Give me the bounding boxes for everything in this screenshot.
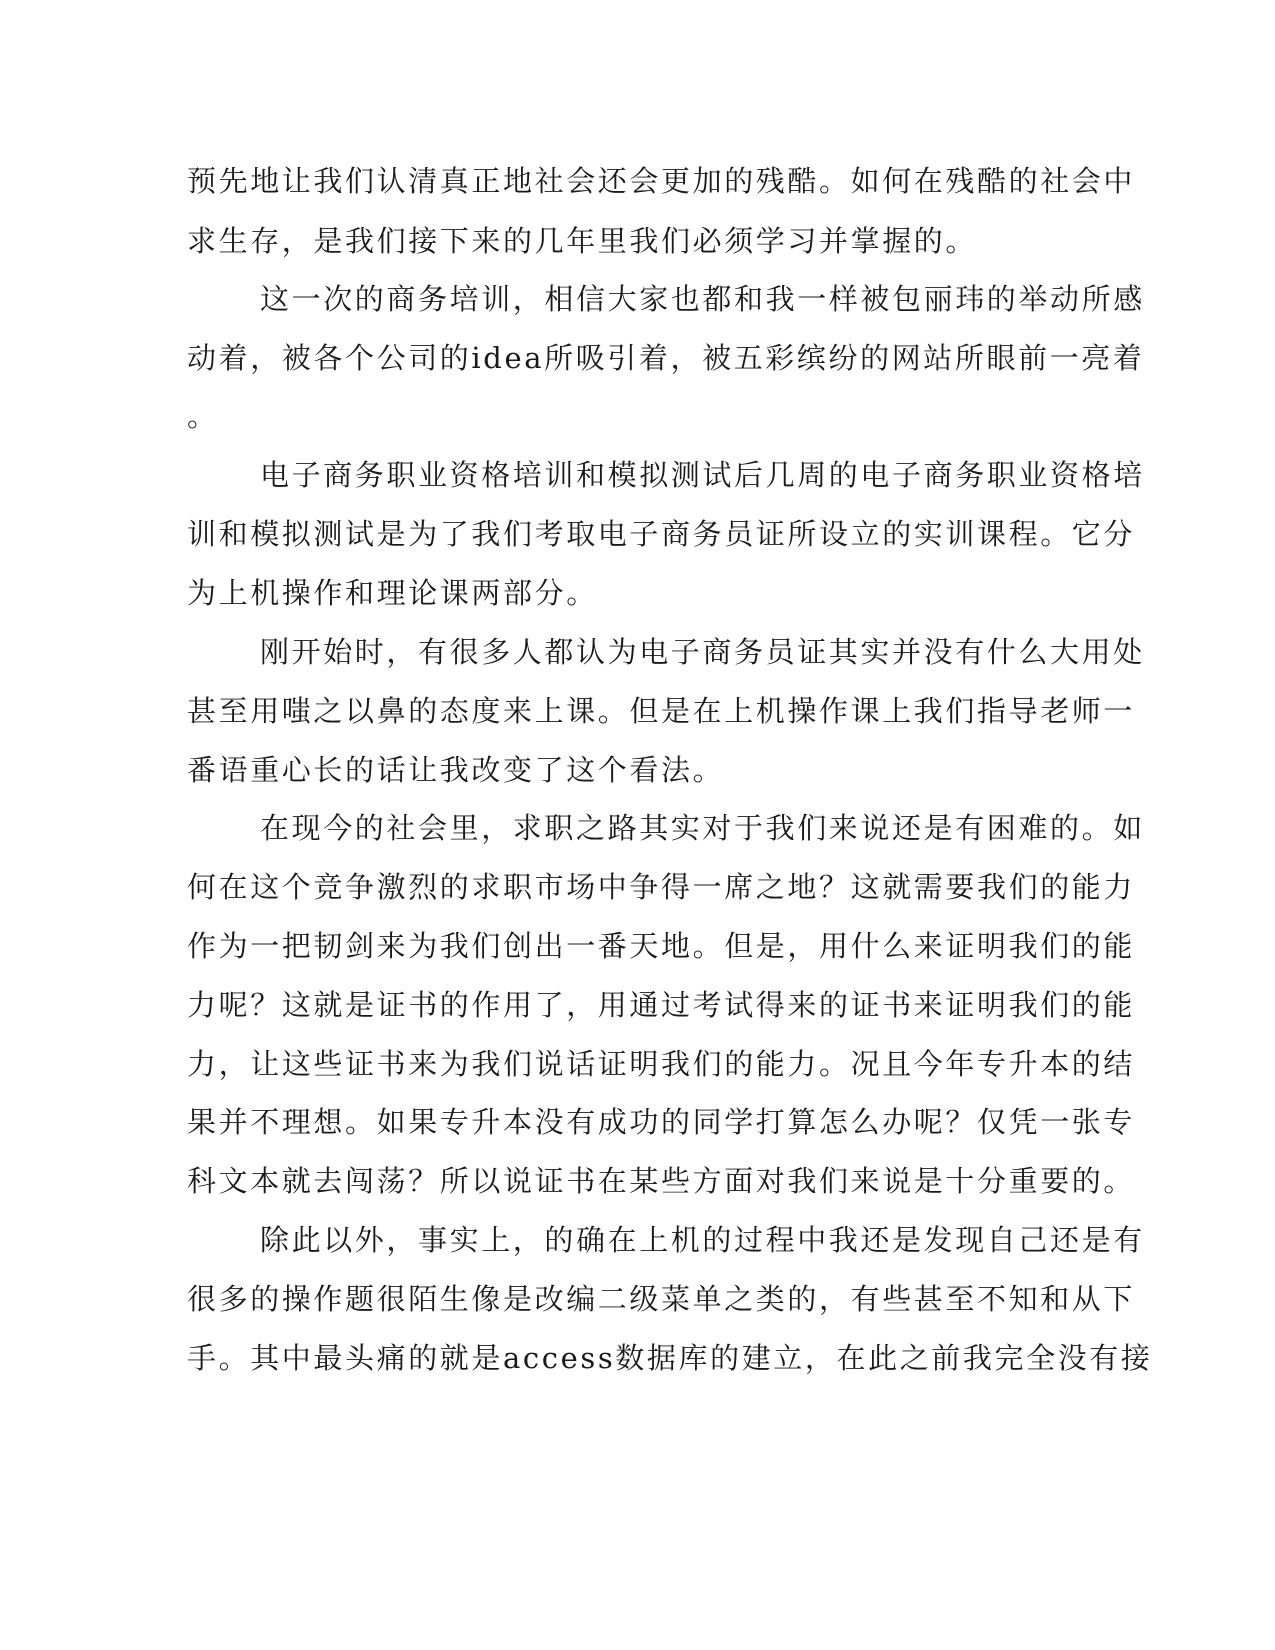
text-line: 力，让这些证书来为我们说话证明我们的能力。况且今年专升本的结: [187, 1047, 1136, 1081]
text-line: 。: [187, 399, 219, 433]
paragraph-start-line: 刚开始时，有很多人都认为电子商务员证其实并没有什么大用处: [260, 635, 1145, 669]
paragraph-start-line: 除此以外，事实上，的确在上机的过程中我还是发现自己还是有: [260, 1223, 1145, 1257]
text-line: 为上机操作和理论课两部分。: [187, 576, 598, 610]
text-line: 番语重心长的话让我改变了这个看法。: [187, 753, 725, 787]
paragraph-start-line: 这一次的商务培训，相信大家也都和我一样被包丽玮的举动所感: [260, 282, 1145, 316]
text-line: 何在这个竞争激烈的求职市场中争得一席之地？这就需要我们的能力: [187, 870, 1136, 904]
text-line: 力呢？这就是证书的作用了，用通过考试得来的证书来证明我们的能: [187, 988, 1136, 1022]
text-line: 预先地让我们认清真正地社会还会更加的残酷。如何在残酷的社会中: [187, 164, 1136, 198]
text-line: 训和模拟测试是为了我们考取电子商务员证所设立的实训课程。它分: [187, 517, 1136, 551]
text-line: 科文本就去闯荡？所以说证书在某些方面对我们来说是十分重要的。: [187, 1164, 1136, 1198]
text-line: 手。其中最头痛的就是access数据库的建立，在此之前我完全没有接: [187, 1341, 1153, 1375]
paragraph-start-line: 在现今的社会里，求职之路其实对于我们来说还是有困难的。如: [260, 811, 1145, 845]
text-line: 求生存，是我们接下来的几年里我们必须学习并掌握的。: [187, 224, 978, 258]
text-line: 果并不理想。如果专升本没有成功的同学打算怎么办呢？仅凭一张专: [187, 1105, 1136, 1139]
text-line: 很多的操作题很陌生像是改编二级菜单之类的，有些甚至不知和从下: [187, 1282, 1136, 1316]
paragraph-start-line: 电子商务职业资格培训和模拟测试后几周的电子商务职业资格培: [260, 458, 1145, 492]
text-line: 甚至用嗤之以鼻的态度来上课。但是在上机操作课上我们指导老师一: [187, 694, 1136, 728]
text-line: 动着，被各个公司的idea所吸引着，被五彩缤纷的网站所眼前一亮着: [187, 341, 1145, 375]
text-line: 作为一把韧剑来为我们创出一番天地。但是，用什么来证明我们的能: [187, 929, 1136, 963]
